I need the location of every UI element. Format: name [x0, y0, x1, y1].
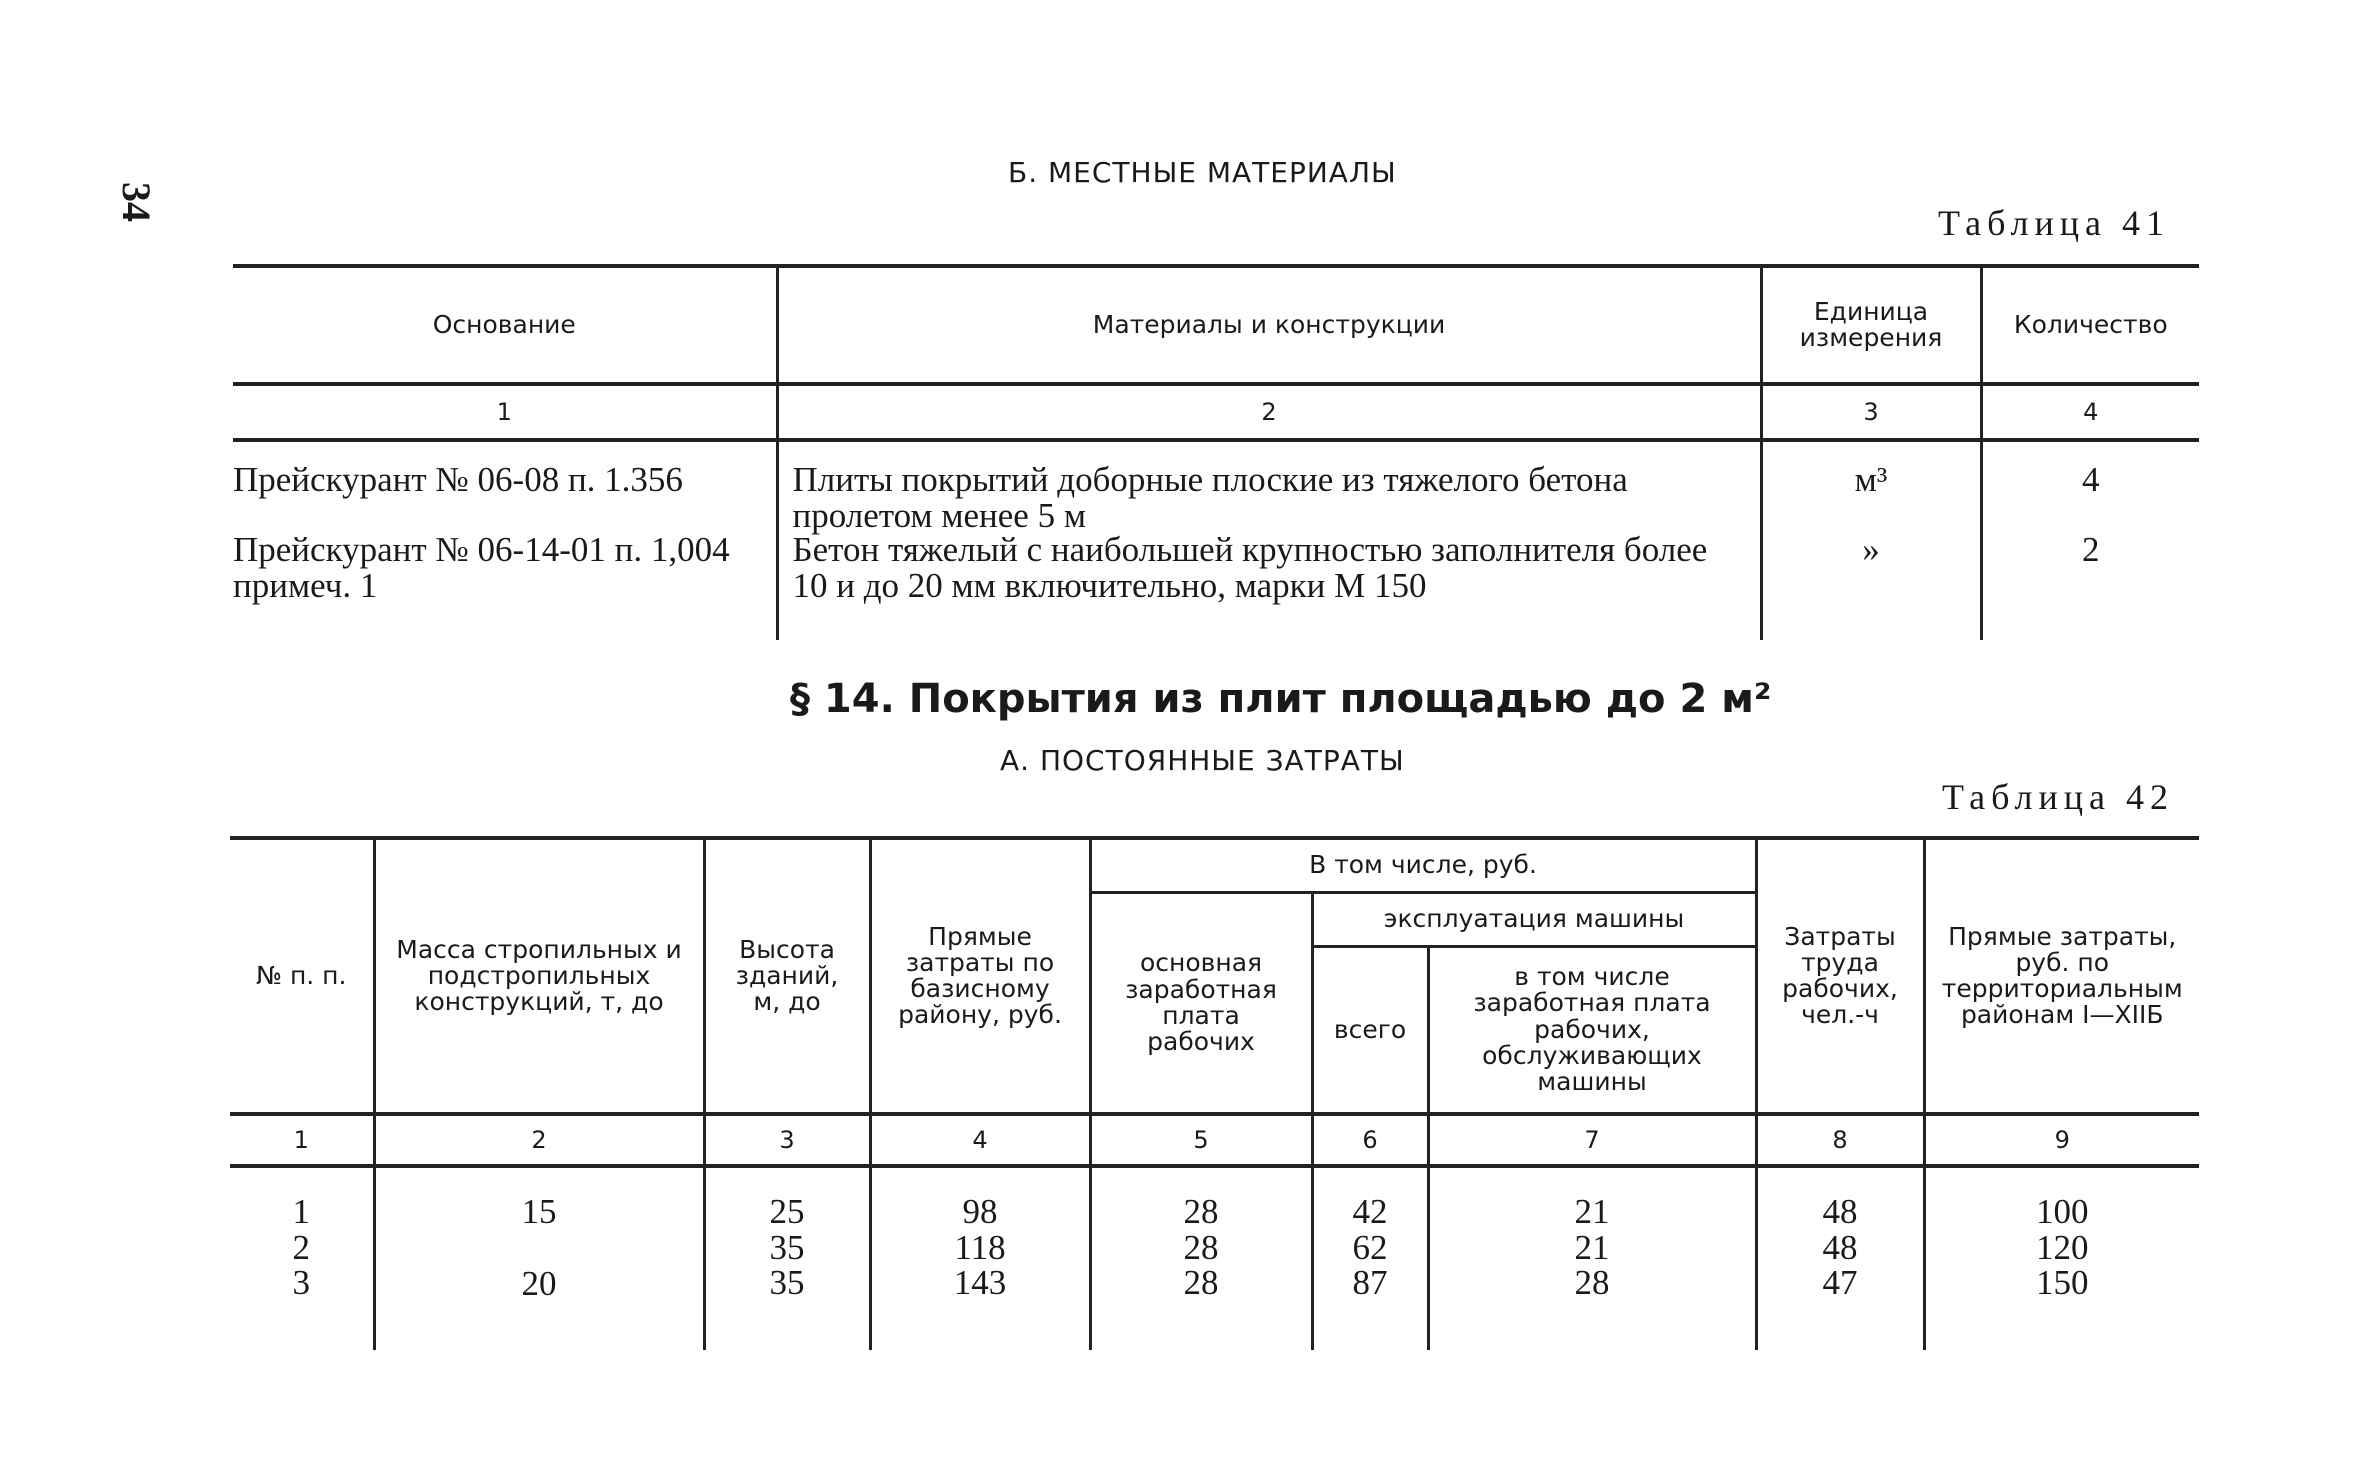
t42-col-labor — [1756, 1166, 1924, 1350]
t41-row2-qty: 2 — [2082, 530, 2100, 569]
t42-cell: 2 — [292, 1227, 310, 1267]
t42-col-height — [704, 1166, 870, 1350]
t42-colnum: 9 — [1924, 1114, 2199, 1166]
t42-cell: 100 — [2036, 1192, 2089, 1231]
t42-colnum: 3 — [704, 1114, 870, 1166]
t42-header-height: Высота зданий, м, до — [704, 838, 870, 1114]
t42-cell: 1 — [292, 1192, 310, 1231]
t41-colnum: 2 — [777, 384, 1761, 440]
t41-header-material: Материалы и конструкции — [777, 266, 1761, 384]
table-row — [233, 440, 2199, 640]
t41-row2-material: Бетон тяжелый с наибольшей крупностью заполнителя более 10 и до 20 мм включительно, марки М 150 — [792, 530, 1708, 605]
section-a-heading: А. ПОСТОЯННЫЕ ЗАТРАТЫ — [1000, 744, 1405, 777]
t42-header-machine-total: всего — [1312, 946, 1428, 1114]
t42-header-direct-base: Прямые затраты по базисному району, руб. — [870, 838, 1090, 1114]
section-14-title: § 14. Покрытия из плит площадью до 2 м² — [790, 676, 1772, 722]
t42-col-direct — [870, 1166, 1090, 1350]
t42-colnum: 5 — [1090, 1114, 1312, 1166]
t42-colnum: 7 — [1428, 1114, 1756, 1166]
t42-cell — [376, 1230, 703, 1266]
t42-cell: 118 — [954, 1227, 1006, 1267]
t42-cell: 15 — [521, 1192, 557, 1231]
t42-cell: 48 — [1822, 1192, 1858, 1231]
t42-header-mass: Масса стропильных и подстропильных конструкций, т, до — [374, 838, 704, 1114]
t42-cell: 28 — [1183, 1192, 1219, 1231]
t42-col-wage — [1090, 1166, 1312, 1350]
t42-colnum: 1 — [230, 1114, 374, 1166]
t42-colnum: 4 — [870, 1114, 1090, 1166]
t42-cell: 87 — [1352, 1263, 1388, 1303]
table42-label: Таблица 42 — [1942, 777, 2174, 817]
t42-cell: 28 — [1183, 1263, 1219, 1303]
table41-label: Таблица 41 — [1938, 203, 2170, 243]
t42-cell: 35 — [769, 1263, 805, 1303]
t42-header-machine: эксплуатация машины — [1312, 892, 1756, 946]
t42-col-territorial — [1924, 1166, 2199, 1350]
t41-row1-basis: Прейскурант № 06-08 п. 1.356 — [233, 460, 683, 499]
t42-col-mass — [374, 1166, 704, 1350]
table-42 — [230, 836, 2199, 1350]
table-41 — [233, 264, 2199, 640]
t41-header-qty: Количество — [1981, 266, 2199, 384]
t42-cell: 47 — [1822, 1263, 1858, 1303]
t42-cell: 35 — [769, 1227, 805, 1267]
t42-header-including: В том числе, руб. — [1090, 838, 1756, 892]
t42-col-machine-total — [1312, 1166, 1428, 1350]
t42-cell: 20 — [521, 1264, 557, 1303]
t42-header-no: № п. п. — [230, 838, 374, 1114]
t42-cell: 120 — [2036, 1227, 2089, 1267]
t42-cell: 143 — [953, 1263, 1007, 1303]
t42-cell: 3 — [292, 1263, 310, 1303]
t42-header-machine-wage: в том числе заработная плата рабочих, обслуживающих машины — [1428, 946, 1756, 1114]
t42-colnum: 8 — [1756, 1114, 1924, 1166]
t42-col-no — [230, 1166, 374, 1350]
t42-colnum: 2 — [374, 1114, 704, 1166]
t42-header-wage: основная заработная плата рабочих — [1090, 892, 1312, 1114]
t42-header-direct-territorial: Прямые затраты, руб. по территориальным районам I—XIIБ — [1924, 838, 2199, 1114]
t42-header-labor: Затраты труда рабочих, чел.-ч — [1756, 838, 1924, 1114]
t42-cell: 150 — [2036, 1263, 2089, 1303]
t41-row2-unit: » — [1862, 530, 1880, 569]
t41-colnum: 1 — [233, 384, 777, 440]
t42-colnum: 6 — [1312, 1114, 1428, 1166]
t42-cell: 42 — [1352, 1192, 1388, 1231]
t42-cell: 48 — [1822, 1227, 1858, 1267]
t42-cell: 21 — [1574, 1192, 1610, 1231]
page-number: 34 — [114, 182, 159, 222]
section-b-heading: Б. МЕСТНЫЕ МАТЕРИАЛЫ — [1008, 156, 1397, 189]
t42-col-machine-wage — [1428, 1166, 1756, 1350]
t41-header-basis: Основание — [233, 266, 777, 384]
t41-row1-unit: м³ — [1854, 460, 1888, 499]
t42-cell: 21 — [1574, 1227, 1610, 1267]
t42-cell: 98 — [962, 1192, 998, 1231]
t41-row1-material: Плиты покрытий доборные плоские из тяжелого бетона пролетом менее 5 м — [792, 460, 1628, 535]
t42-cell: 62 — [1352, 1227, 1388, 1267]
t41-row1-qty: 4 — [2082, 460, 2100, 499]
t41-colnum: 3 — [1761, 384, 1981, 440]
t41-colnum: 4 — [1981, 384, 2199, 440]
t41-row2-basis: Прейскурант № 06-14-01 п. 1,004 примеч. 1 — [233, 530, 730, 605]
t41-header-unit: Единица измерения — [1761, 266, 1981, 384]
t42-cell: 25 — [769, 1192, 805, 1231]
t42-cell: 28 — [1183, 1227, 1219, 1267]
t42-cell: 28 — [1574, 1263, 1610, 1303]
